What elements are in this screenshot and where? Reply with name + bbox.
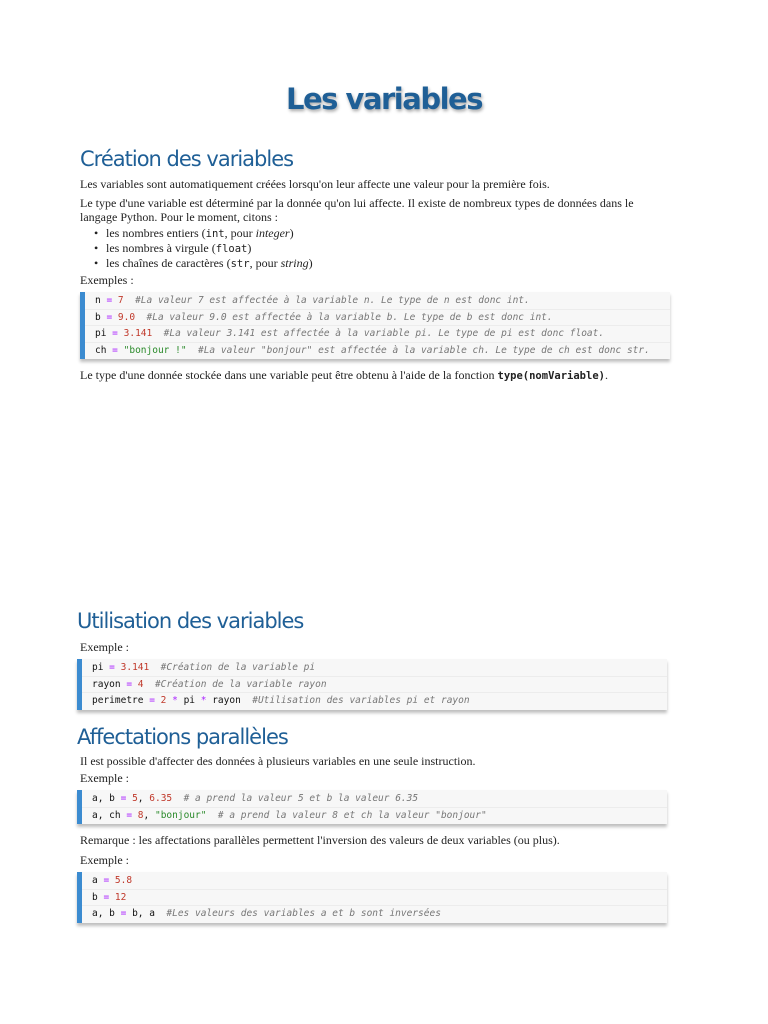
- page-title: Les variables: [286, 82, 482, 116]
- code-block-utilisation: [77, 659, 667, 710]
- code-line: b = 9.0 #La valeur 9.0 est affectée à la variable b. Le type de b est donc int.: [85, 310, 670, 327]
- paragraph-creation-intro: Les variables sont automatiquement créées lorsqu'on leur affecte une valeur pour la première fois.: [80, 177, 550, 191]
- list-item: • les nombres à virgule (float): [106, 241, 670, 256]
- section-affectations: [77, 724, 667, 923]
- code-block-affectations: [77, 790, 667, 824]
- code-line: b = 12: [82, 890, 667, 907]
- paragraph-affectations-intro: Il est possible d'affecter des données à plusieurs variables en une seule instruction.: [80, 754, 476, 768]
- list-item: • les nombres entiers (int, pour integer): [106, 226, 670, 241]
- code-line: pi = 3.141 #Création de la variable pi: [82, 660, 667, 677]
- example-label: Exemple :: [80, 771, 129, 785]
- examples-label: Exemples :: [80, 273, 134, 287]
- example-label: Exemple :: [80, 640, 129, 654]
- code-line: pi = 3.141 #La valeur 3.141 est affectée à la variable pi. Le type de pi est donc float.: [85, 326, 670, 343]
- code-line: rayon = 4 #Création de la variable rayon: [82, 677, 667, 694]
- list-item: • les chaînes de caractères (str, pour string): [106, 256, 670, 271]
- heading-utilisation: Utilisation des variables: [77, 609, 304, 633]
- code-line: a, b = b, a #Les valeurs des variables a et b sont inversées: [92, 908, 441, 919]
- code-line: a = 5.8: [82, 873, 667, 890]
- paragraph-remark: Remarque : les affectations parallèles permettent l'inversion des valeurs de deux variables (ou plus).: [80, 833, 560, 847]
- code-line: ch = "bonjour !" #La valeur "bonjour" est affectée à la variable ch. Le type de ch est donc str.: [95, 344, 650, 356]
- heading-creation: Création des variables: [80, 147, 294, 171]
- type-list: [80, 226, 670, 271]
- section-utilisation: [77, 608, 667, 710]
- heading-affectations: Affectations parallèles: [77, 725, 288, 749]
- paragraph-creation-types: Le type d'une variable est déterminé par la donnée qu'on lui affecte. Il existe de nombreux types de données dans le langage Python. Pour le moment, citons :: [80, 196, 634, 224]
- example-label: Exemple :: [80, 853, 129, 867]
- code-block-swap: [77, 872, 667, 923]
- paragraph-type-function: Le type d'une donnée stockée dans une variable peut être obtenu à l'aide de la fonction type(nomVariable).: [80, 368, 608, 382]
- code-line: n = 7 #La valeur 7 est affectée à la variable n. Le type de n est donc int.: [85, 293, 670, 310]
- code-line: a, b = 5, 6.35 # a prend la valeur 5 et b la valeur 6.35: [82, 791, 667, 808]
- section-creation: [80, 146, 670, 383]
- code-block-creation: [80, 292, 670, 359]
- code-line: a, ch = 8, "bonjour" # a prend la valeur 8 et ch la valeur "bonjour": [92, 809, 487, 821]
- code-line: perimetre = 2 * pi * rayon #Utilisation des variables pi et rayon: [92, 695, 470, 706]
